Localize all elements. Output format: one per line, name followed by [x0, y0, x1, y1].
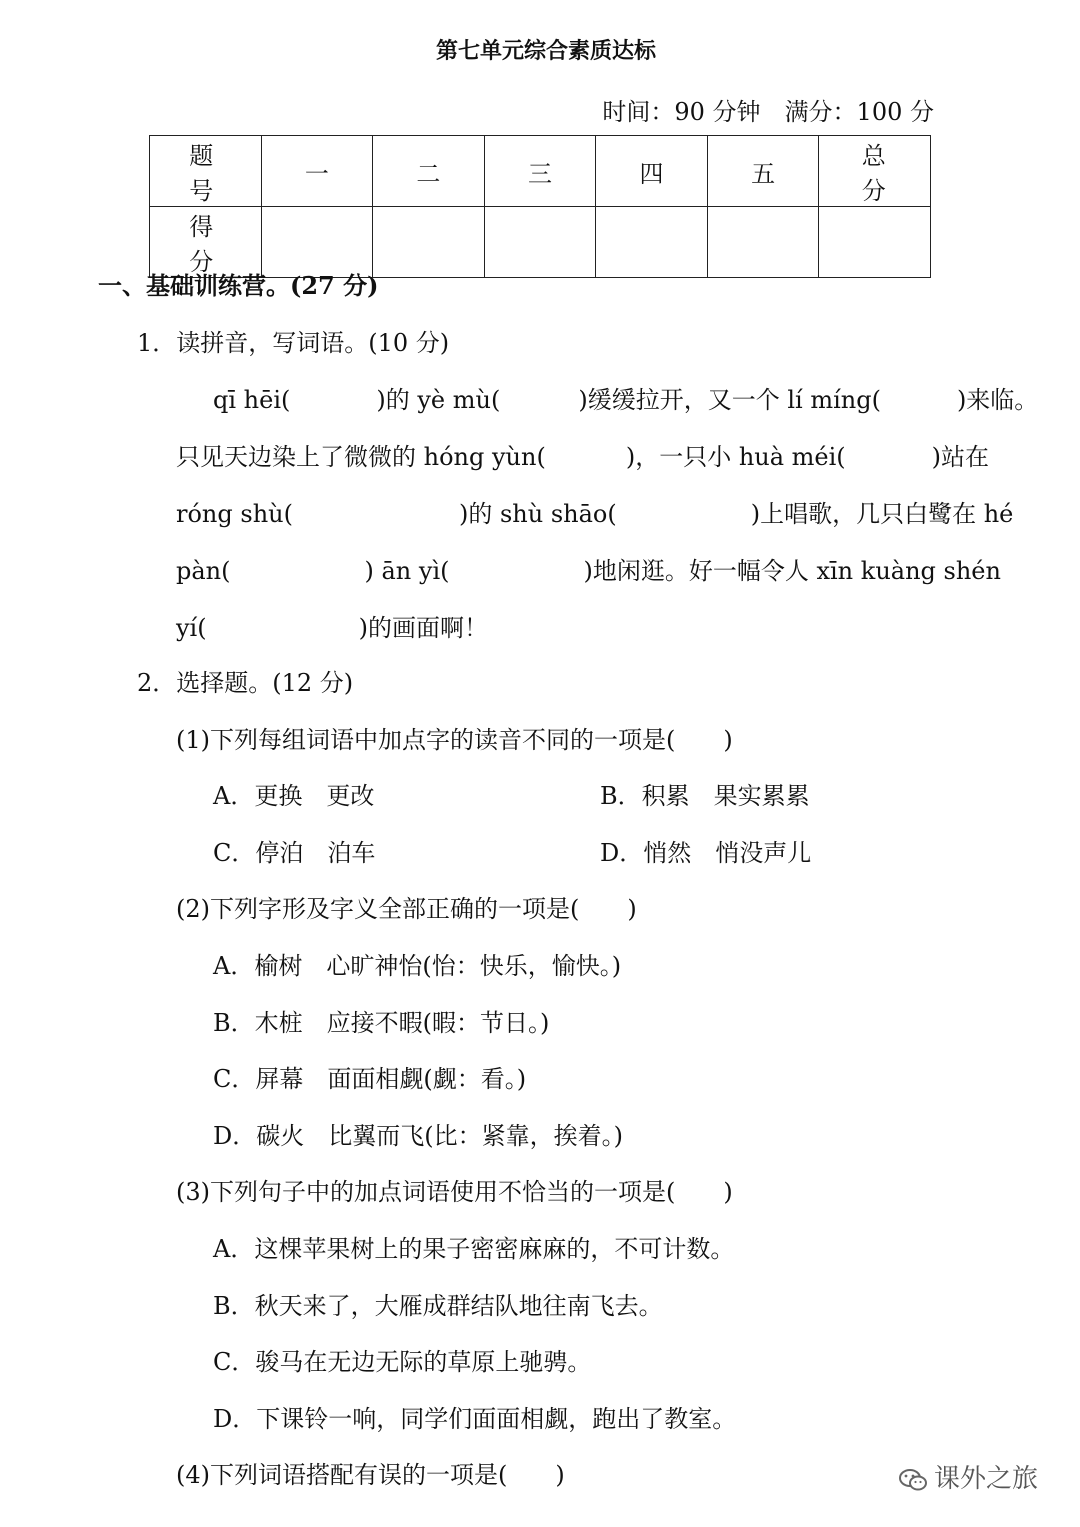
score-cell[interactable]	[596, 207, 708, 278]
option-a[interactable]: A．这棵苹果树上的果子密密麻麻的，不可计数。	[213, 1235, 735, 1263]
pinyin-line	[176, 608, 488, 643]
pinyin-text: ) ān yì(	[364, 557, 450, 585]
pinyin-text: )地闲逛。好一幅令人 xīn kuàng shén	[583, 557, 1001, 585]
pinyin-text: )站在	[931, 443, 990, 471]
score-table-header-cell: 三	[484, 136, 596, 207]
sub-question-1: (1)下列每组词语中加点字的读音不同的一项是( )	[176, 726, 733, 754]
score-table-header-row	[150, 136, 931, 207]
pinyin-text: )来临。	[956, 386, 1039, 414]
option-b[interactable]: B．积累 果实累累	[600, 782, 810, 810]
pinyin-text: 只见天边染上了微微的 hóng yùn(	[176, 443, 546, 471]
score-cell[interactable]	[707, 207, 819, 278]
sub-question-2: (2)下列字形及字义全部正确的一项是( )	[176, 895, 637, 923]
score-row-label: 得 分	[150, 207, 262, 278]
watermark-text: 课外之旅	[933, 1464, 1038, 1494]
option-b[interactable]: B．木桩 应接不暇(暇：节日。)	[213, 1009, 550, 1037]
pinyin-line	[176, 551, 1001, 586]
question-1-stem: 1．读拼音，写词语。(10 分)	[137, 329, 450, 357]
pinyin-line	[176, 437, 989, 472]
pinyin-text: qī hēi(	[213, 386, 291, 414]
exam-meta	[578, 92, 934, 127]
pinyin-text: )，一只小 huà méi(	[625, 443, 846, 471]
time-limit: 时间：90 分钟	[602, 98, 761, 126]
pinyin-line	[176, 494, 1013, 529]
pinyin-text: )的画面啊！	[358, 614, 488, 642]
option-a[interactable]: A．更换 更改	[213, 782, 375, 810]
pinyin-text: pàn(	[176, 557, 231, 585]
option-d[interactable]: D．碳火 比翼而飞(比：紧靠，挨着。)	[213, 1122, 623, 1150]
wechat-icon	[898, 1467, 928, 1493]
option-c[interactable]: C．屏幕 面面相觑(觑：看。)	[213, 1065, 527, 1093]
score-table-header-cell: 总 分	[819, 136, 931, 207]
option-d[interactable]: D．下课铃一响，同学们面面相觑，跑出了教室。	[213, 1405, 737, 1433]
score-table-header-cell: 二	[373, 136, 485, 207]
score-table-header-cell: 四	[596, 136, 708, 207]
question-2-stem: 2．选择题。(12 分)	[137, 669, 354, 697]
watermark	[898, 1458, 1038, 1495]
section-heading: 一、基础训练营。(27 分)	[98, 271, 379, 300]
pinyin-text: )的 shù shāo(	[458, 500, 617, 528]
score-cell[interactable]	[819, 207, 931, 278]
pinyin-text: )的 yè mù(	[376, 386, 501, 414]
score-table-header-cell: 题 号	[150, 136, 262, 207]
option-b[interactable]: B．秋天来了，大雁成群结队地往南飞去。	[213, 1292, 663, 1320]
sub-question-4: (4)下列词语搭配有误的一项是( )	[176, 1461, 565, 1489]
score-table-header-cell: 一	[261, 136, 373, 207]
page-title: 第七单元综合素质达标	[435, 38, 656, 64]
full-score: 满分：100 分	[784, 98, 934, 126]
option-a[interactable]: A．榆树 心旷神怡(怡：快乐，愉快。)	[213, 952, 622, 980]
score-table	[149, 135, 931, 278]
pinyin-text: )缓缓拉开，又一个 lí míng(	[578, 386, 881, 414]
option-c[interactable]: C．骏马在无边无际的草原上驰骋。	[213, 1348, 592, 1376]
option-c[interactable]: C．停泊 泊车	[213, 839, 376, 867]
pinyin-text: )上唱歌，几只白鹭在 hé	[750, 500, 1014, 528]
pinyin-text: róng shù(	[176, 500, 293, 528]
option-d[interactable]: D．悄然 悄没声儿	[600, 839, 812, 867]
score-cell[interactable]	[484, 207, 596, 278]
pinyin-text: yí(	[176, 614, 207, 642]
score-table-header-cell: 五	[707, 136, 819, 207]
pinyin-line	[213, 380, 1038, 415]
score-cell[interactable]	[373, 207, 485, 278]
sub-question-3: (3)下列句子中的加点词语使用不恰当的一项是( )	[176, 1178, 733, 1206]
